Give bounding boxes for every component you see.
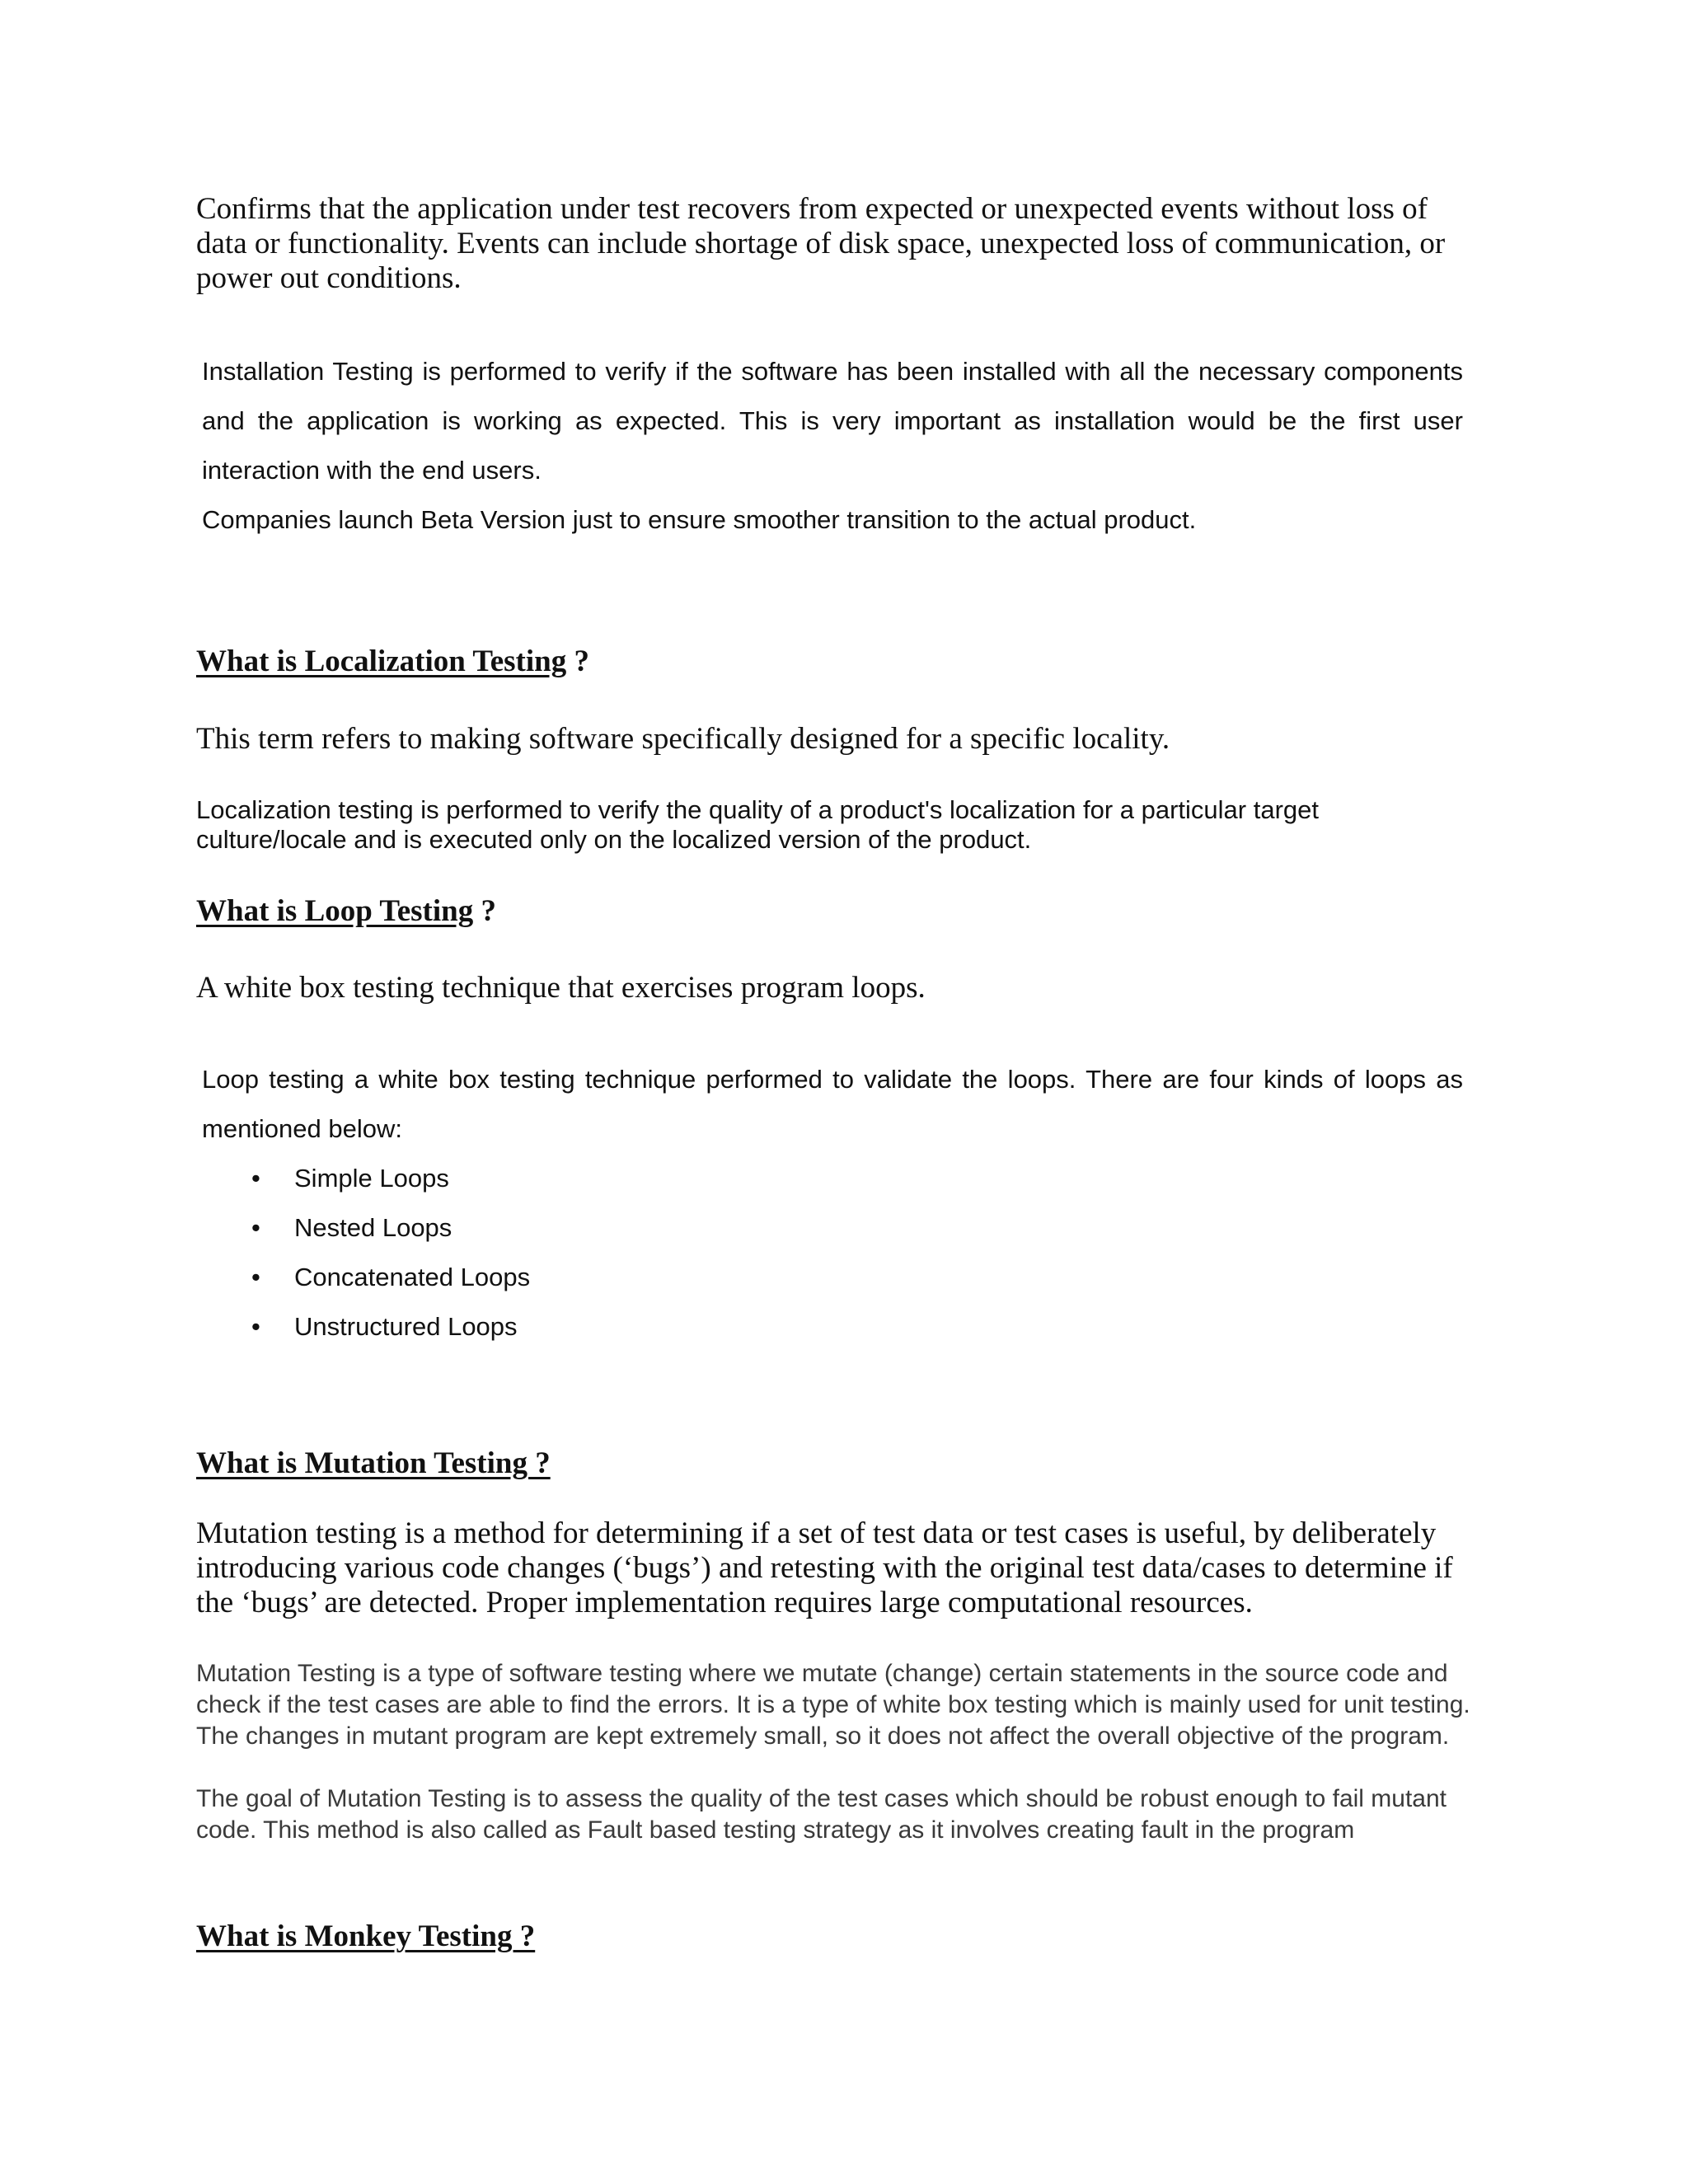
mutation-detail-1: Mutation Testing is a type of software testing where we mutate (change) certain statements in the source code and check if the test cases are able to find the errors. It is a type of white box testing which is mainly used for unit testing. The changes in mutant program are kept extremely small, so it does not affect the overall objective of the program. xyxy=(196,1660,1470,1750)
loop-heading-suffix: ? xyxy=(473,894,496,928)
bullet-icon: • xyxy=(251,1213,260,1242)
localization-definition: This term refers to making software specifically designed for a specific locality. xyxy=(196,722,1170,756)
loop-definition: A white box testing technique that exercises program loops. xyxy=(196,971,926,1005)
recovery-paragraph: Confirms that the application under test recovers from expected or unexpected events without loss of data or functionality. Events can include shortage of disk space, unexpected loss of communication, or power out conditions. xyxy=(196,192,1446,295)
list-item xyxy=(202,1203,1026,1253)
localization-heading-title: What is Localization Testing xyxy=(196,644,567,678)
mutation-definition: Mutation testing is a method for determining if a set of test data or test cases is useful, by deliberately introducing various code changes (‘bugs’) and retesting with the original test data/cases to determine if the ‘bugs’ are detected. Proper implementation requires large computational resources. xyxy=(196,1516,1453,1619)
monkey-heading xyxy=(196,1919,535,1955)
list-item xyxy=(202,1253,1026,1302)
installation-paragraph: Installation Testing is performed to verify if the software has been installed with all the necessary components and the application is working as expected. This is very important as installation would be the first user interaction with the end users. xyxy=(202,357,1463,485)
list-item xyxy=(202,1154,1026,1203)
list-item-label: Simple Loops xyxy=(294,1164,449,1193)
loop-detail: Loop testing a white box testing technique performed to validate the loops. There are four kinds of loops as mentioned below: xyxy=(202,1065,1463,1143)
list-item-label: Concatenated Loops xyxy=(294,1263,531,1291)
mutation-heading xyxy=(196,1446,551,1482)
localization-detail: Localization testing is performed to verify the quality of a product's localization for a particular target culture/locale and is executed only on the localized version of the product. xyxy=(196,795,1320,854)
beta-paragraph: Companies launch Beta Version just to ensure smoother transition to the actual product. xyxy=(202,505,1197,534)
bullet-icon: • xyxy=(251,1263,260,1291)
localization-heading xyxy=(196,644,589,680)
list-item xyxy=(202,1302,1026,1352)
localization-heading-suffix: ? xyxy=(566,644,589,678)
loop-types-list xyxy=(202,1154,1026,1352)
mutation-heading-title: What is Mutation Testing ? xyxy=(196,1446,551,1480)
loop-heading xyxy=(196,893,496,930)
monkey-heading-title: What is Monkey Testing ? xyxy=(196,1919,536,1953)
list-item-label: Nested Loops xyxy=(294,1213,452,1242)
list-item-label: Unstructured Loops xyxy=(294,1312,518,1341)
bullet-icon: • xyxy=(251,1312,260,1341)
bullet-icon: • xyxy=(251,1164,260,1193)
mutation-detail-2: The goal of Mutation Testing is to assess the quality of the test cases which should be robust enough to fail mutant code. This method is also called as Fault based testing strategy as it involves creating fault in the program xyxy=(196,1785,1447,1844)
loop-heading-title: What is Loop Testing xyxy=(196,894,474,928)
